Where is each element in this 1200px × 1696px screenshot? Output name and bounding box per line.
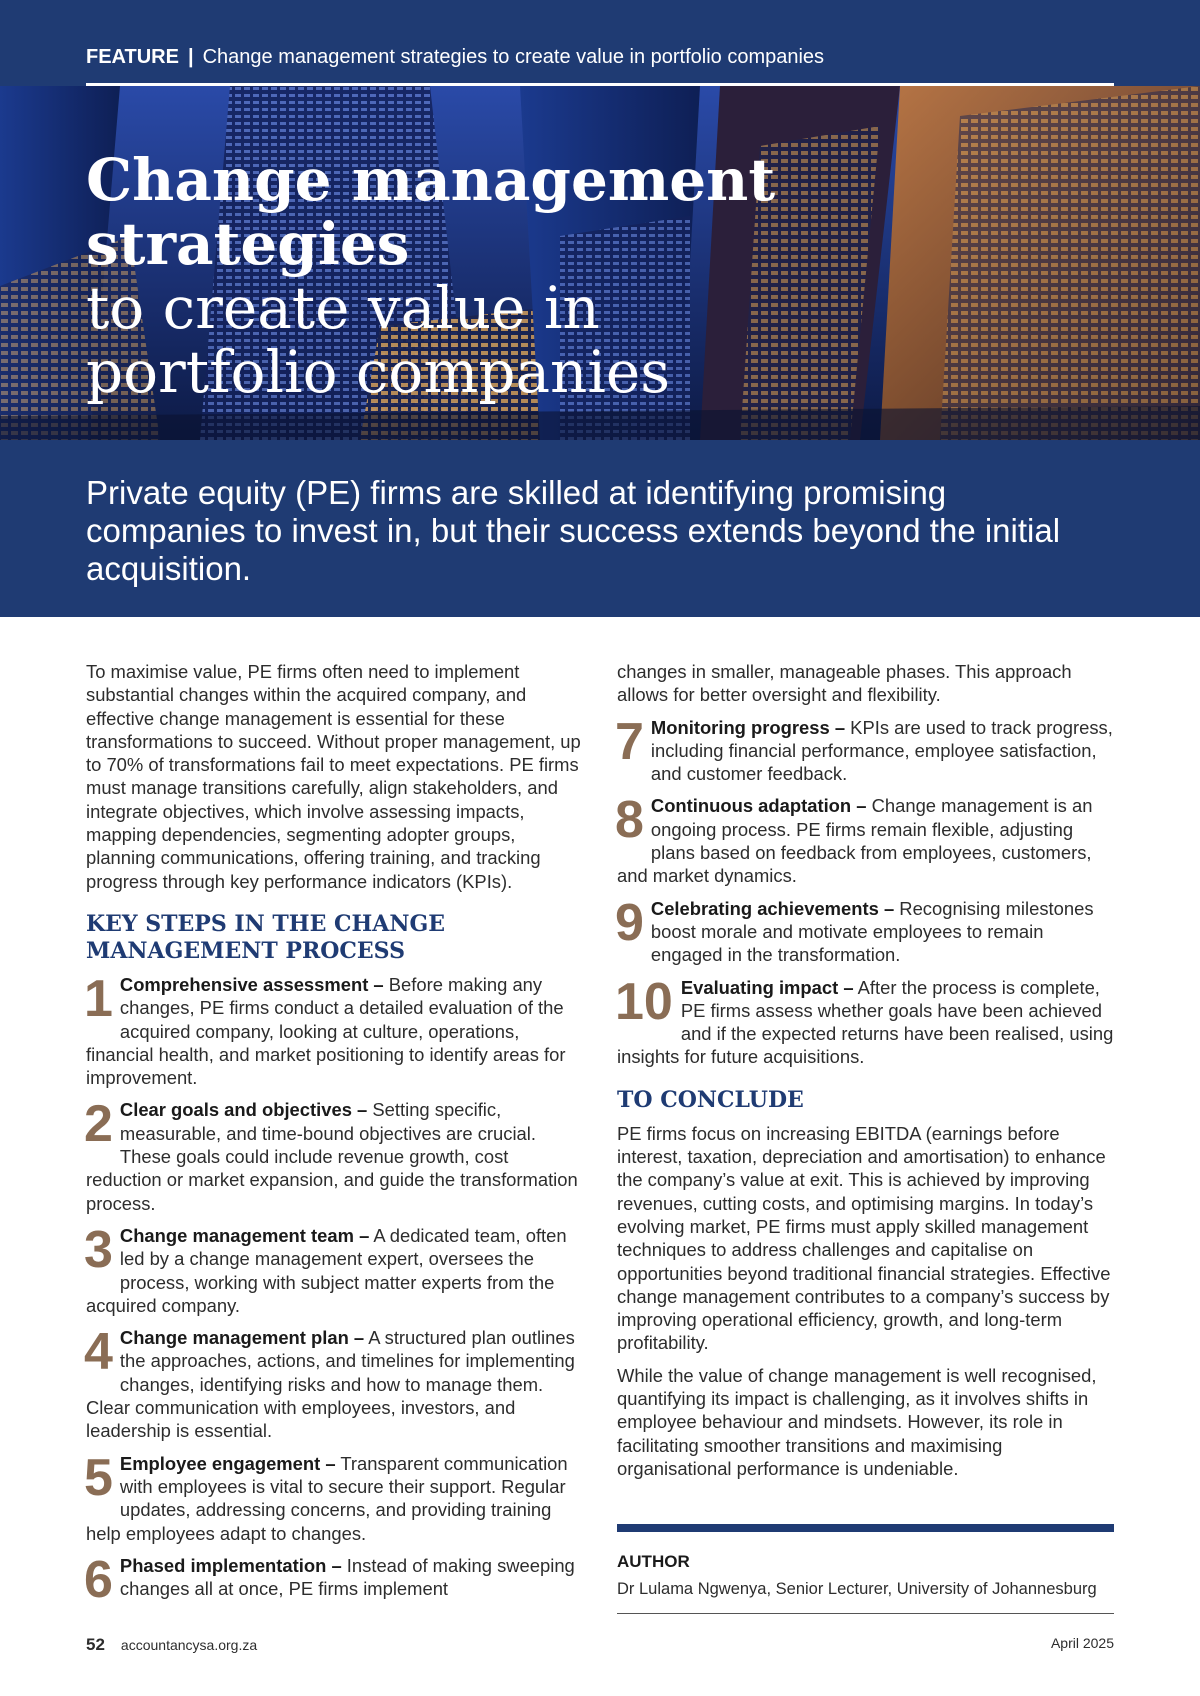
step-10 <box>615 972 1114 1069</box>
step-2 <box>84 1095 588 1214</box>
step-number: 9 <box>615 893 644 952</box>
hero-image <box>0 86 1200 440</box>
step-9 <box>615 893 1114 967</box>
step-title: Employee engagement – <box>119 1452 336 1474</box>
step-number: 6 <box>84 1550 113 1609</box>
header-subtitle: Change management strategies to create value in portfolio companies <box>202 46 825 68</box>
step-3 <box>84 1220 588 1317</box>
author-box <box>617 1524 1114 1614</box>
step-text: Change management is an ongoing process. PE firms remain flexible, adjusting plans based on feedback from employees, customers, and market dynamics. <box>617 795 1093 887</box>
intro-text: Private equity (PE) firms are skilled at identifying promising companies to invest in, but their success extends beyond the initial acquisition. <box>86 474 1061 587</box>
left-column <box>86 660 588 1609</box>
step-title: Phased implementation – <box>119 1554 342 1576</box>
step-text: Instead of making sweeping changes all at once, PE firms implement <box>119 1554 575 1600</box>
section-label: FEATURE <box>86 46 179 68</box>
step-number: 2 <box>84 1095 113 1154</box>
step-text: Setting specific, measurable, and time-bound objectives are crucial. These goals could include revenue growth, cost reduction or market expansion, and guide the transformation process. <box>86 1099 578 1214</box>
step-text: Recognising milestones boost morale and motivate employees to remain engaged in the transformation. <box>650 897 1094 966</box>
header-label <box>86 46 824 69</box>
article-title <box>86 148 1046 404</box>
intro-band <box>0 440 1200 617</box>
step-title: Monitoring progress – <box>650 716 846 738</box>
opening-paragraph: To maximise value, PE firms often need to implement substantial changes within the acquired company, and effective change management is essential for these transformations to succeed. Without proper management, up to 70% of transformations fail to meet expectations. PE firms must manage transitions carefully, align stakeholders, and integrate objectives, which involve assessing impacts, mapping dependencies, segmenting adopter groups, planning communications, offering training, and tracking progress through key performance indicators (KPIs). <box>86 661 581 892</box>
feature-header <box>0 0 1200 86</box>
step-title: Evaluating impact – <box>680 976 854 998</box>
author-text: Dr Lulama Ngwenya, Senior Lecturer, University of Johannesburg <box>617 1580 1097 1598</box>
author-rule <box>617 1524 1114 1532</box>
footer-date: April 2025 <box>1050 1635 1114 1651</box>
title-line-3: portfolio companies <box>86 338 671 406</box>
author-heading: AUTHOR <box>617 1552 690 1571</box>
site-link[interactable]: accountancysa.org.za <box>120 1637 258 1653</box>
step-text: Before making any changes, PE firms conduct a detailed evaluation of the acquired company, looking at culture, operations, financial health, and market positioning to identify areas for improvement. <box>86 973 566 1089</box>
step-1 <box>84 969 588 1089</box>
header-separator: | <box>187 46 194 68</box>
step-text: Transparent communication with employees is vital to secure their support. Regular updates, addressing concerns, and providing training help employees adapt to changes. <box>86 1452 568 1544</box>
step-text: A dedicated team, often led by a change management expert, oversees the process, working with subject matter experts from the acquired company. <box>86 1224 567 1316</box>
steps-heading: KEY STEPS IN THE CHANGE MANAGEMENT PROCESS <box>86 910 446 964</box>
step-title: Continuous adaptation – <box>650 795 867 817</box>
conclude-heading: TO CONCLUDE <box>617 1086 804 1113</box>
step-title: Change management team – <box>119 1224 370 1246</box>
title-line-2: to create value in <box>86 274 600 342</box>
step-title: Clear goals and objectives – <box>119 1099 368 1121</box>
step-number: 3 <box>84 1220 113 1279</box>
step-6-continued: changes in smaller, manageable phases. This approach allows for better oversight and flexibility. <box>617 661 1072 706</box>
footer-left <box>86 1635 257 1655</box>
step-text: After the process is complete, PE firms assess whether goals have been achieved and if the expected returns have been realised, using insights for future acquisitions. <box>617 976 1114 1068</box>
step-4 <box>84 1323 588 1442</box>
step-number: 4 <box>84 1323 113 1382</box>
page-number: 52 <box>86 1635 105 1654</box>
step-number: 8 <box>615 791 644 850</box>
author-divider <box>617 1613 1114 1614</box>
step-6 <box>84 1550 588 1609</box>
step-7 <box>615 712 1114 786</box>
step-title: Comprehensive assessment – <box>119 973 384 995</box>
step-text: A structured plan outlines the approaches, actions, and timelines for implementing changes, identifying risks and how to manage them. Clear communication with employees, investors, and leadership is essential. <box>86 1327 575 1442</box>
step-number: 1 <box>84 969 113 1028</box>
conclude-paragraph-2: While the value of change management is well recognised, quantifying its impact is challenging, as it involves shifts in employee behaviour and mindsets. However, its role in facilitating smoother transitions and maximising organisational performance is undeniable. <box>617 1364 1097 1479</box>
right-column <box>617 660 1114 1489</box>
conclude-paragraph-1: PE firms focus on increasing EBITDA (earnings before interest, taxation, depreciation and amortisation) to enhance the company’s value at exit. This is achieved by improving revenues, cutting costs, and optimising margins. In today’s evolving market, PE firms must apply skilled management techniques to address challenges and capitalise on opportunities beyond traditional financial strategies. Effective change management contributes to a company’s success by improving operational efficiency, growth, and long-term profitability. <box>617 1122 1111 1354</box>
step-number: 5 <box>84 1448 113 1507</box>
title-line-1: Change management strategies <box>86 146 776 278</box>
step-number: 10 <box>615 972 673 1031</box>
step-5 <box>84 1448 588 1545</box>
step-title: Change management plan – <box>119 1327 365 1349</box>
step-text: KPIs are used to track progress, including financial performance, employee satisfaction, and customer feedback. <box>650 716 1113 785</box>
step-8 <box>615 791 1114 887</box>
step-title: Celebrating achievements – <box>650 897 895 919</box>
step-number: 7 <box>615 712 644 771</box>
